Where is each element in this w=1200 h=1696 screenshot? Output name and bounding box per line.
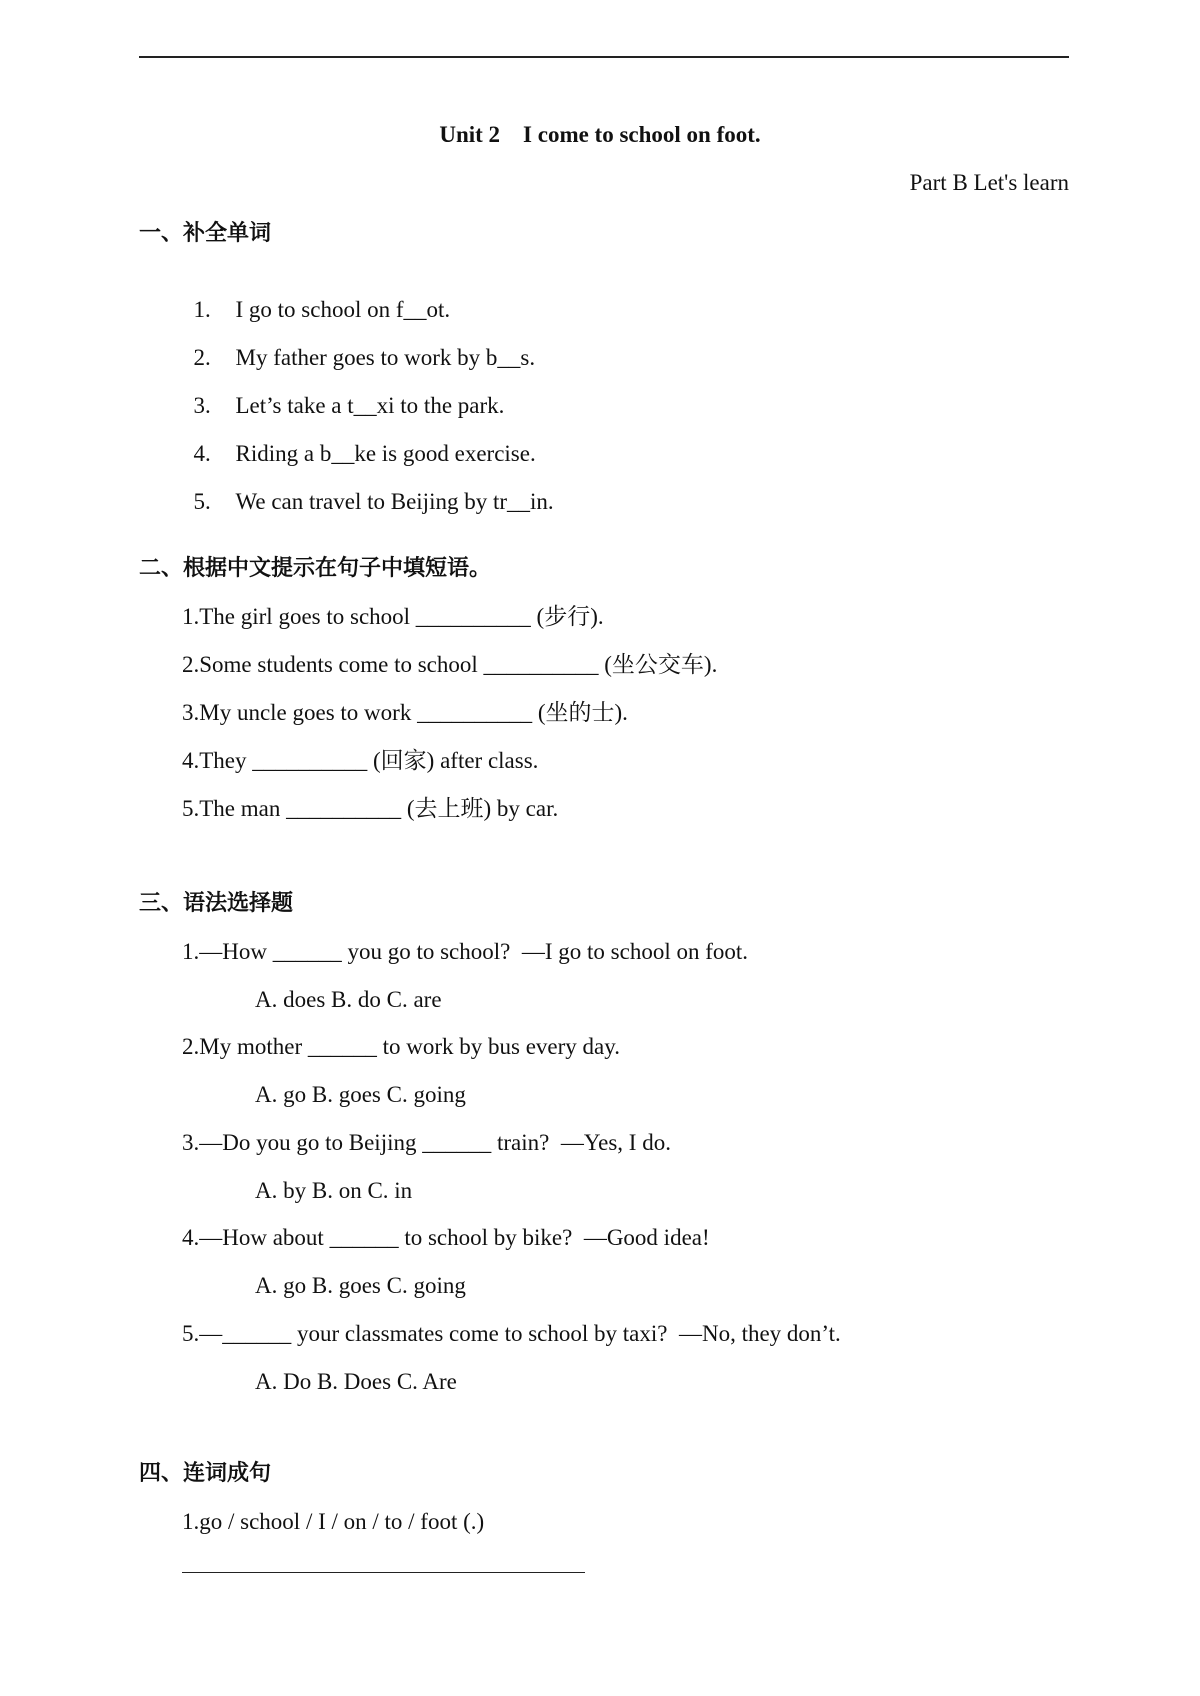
section2-item: 2.Some students come to school __________ (坐公交车). [182, 652, 718, 677]
section1-heading: 一、补全单词 [139, 221, 272, 246]
item-number: 5. [193, 489, 211, 514]
section3-question: 2.My mother ______ to work by bus every day. [182, 1034, 620, 1059]
item-text: I go to school on f__ot. [235, 297, 451, 322]
answer-line [182, 1572, 585, 1573]
page-subtitle: Part B Let's learn [909, 170, 1069, 195]
top-rule [139, 56, 1069, 58]
section4-heading: 四、连词成句 [139, 1461, 272, 1486]
section3-question: 4.—How about ______ to school by bike? —Good idea! [182, 1225, 710, 1250]
section2-heading: 二、根据中文提示在句子中填短语。 [139, 556, 492, 581]
section3-heading: 三、语法选择题 [139, 891, 294, 916]
item-text: My father goes to work by b__s. [235, 345, 536, 370]
section2-item: 5.The man __________ (去上班) by car. [182, 796, 559, 821]
section3-question: 5.—______ your classmates come to school by taxi? —No, they don’t. [182, 1321, 841, 1346]
section3-options: A. go B. goes C. going [255, 1273, 466, 1298]
page-title: Unit 2 I come to school on foot. [439, 122, 761, 147]
item-text: Let’s take a t__xi to the park. [235, 393, 505, 418]
section2-item: 1.The girl goes to school __________ (步行). [182, 604, 604, 629]
item-text: We can travel to Beijing by tr__in. [235, 489, 554, 514]
section3-options: A. does B. do C. are [255, 987, 442, 1012]
section3-question: 1.—How ______ you go to school? —I go to school on foot. [182, 939, 749, 964]
section1-item [182, 460, 554, 516]
item-number: 1. [193, 297, 211, 322]
item-number: 4. [193, 441, 211, 466]
section4-item: 1.go / school / I / on / to / foot (.) [182, 1509, 485, 1534]
section3-options: A. go B. goes C. going [255, 1082, 466, 1107]
item-number: 3. [193, 393, 211, 418]
item-number: 2. [193, 345, 211, 370]
section3-question: 3.—Do you go to Beijing ______ train? —Yes, I do. [182, 1130, 671, 1155]
section2-item: 3.My uncle goes to work __________ (坐的士). [182, 700, 628, 725]
section2-item: 4.They __________ (回家) after class. [182, 748, 539, 773]
section3-options: A. Do B. Does C. Are [255, 1369, 457, 1394]
section3-options: A. by B. on C. in [255, 1178, 413, 1203]
item-text: Riding a b__ke is good exercise. [235, 441, 536, 466]
